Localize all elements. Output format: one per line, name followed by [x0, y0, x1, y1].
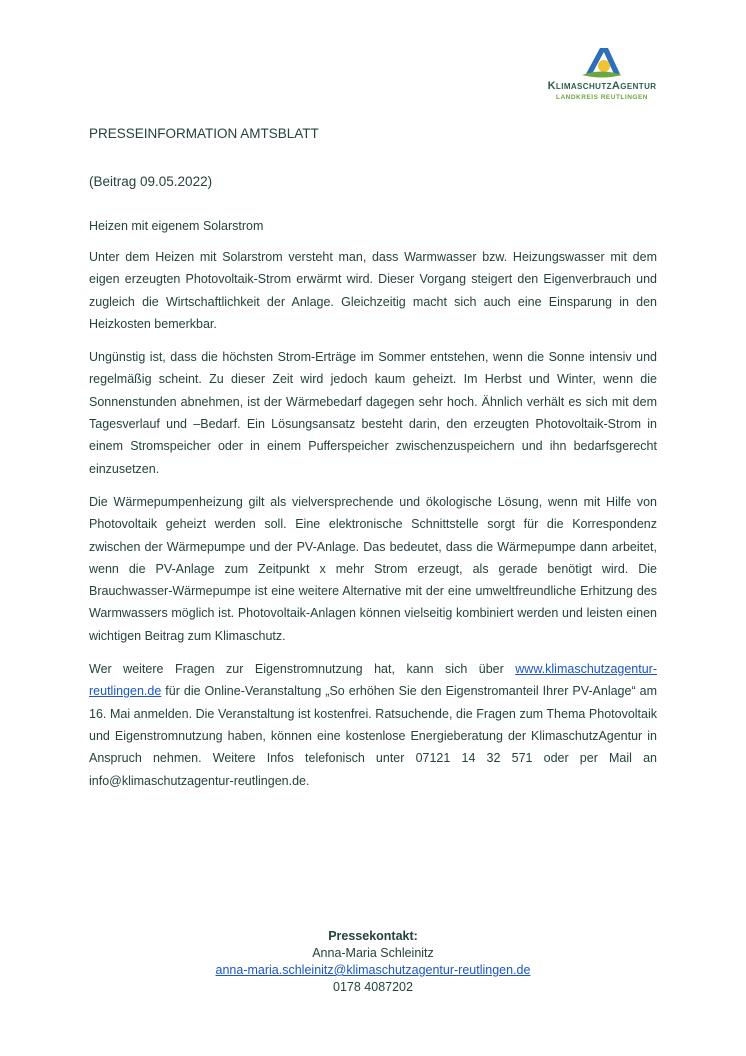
document-date: (Beitrag 09.05.2022)	[89, 174, 213, 189]
document-title: PRESSEINFORMATION AMTSBLATT	[89, 126, 319, 141]
paragraph-2: Ungünstig ist, dass die höchsten Strom-Erträge im Sommer entstehen, wenn die Sonne intensiv und regelmäßig scheint. Zu dieser Zeit wird jedoch kaum geheizt. Im Herbst und Winter, wenn die Sonnenstunden abnehmen, ist der Wärmebedarf dagegen sehr hoch. Ähnlich verhält es sich mit dem Tagesverlauf und –Bedarf. Ein Lösungsansatz besteht darin, den erzeugten Photovoltaik-Strom in einem Stromspeicher oder in einem Pufferspeicher zwischenzuspeichern und ihn bedarfsgerecht einzusetzen.	[89, 350, 657, 476]
article-title: Heizen mit eigenem Solarstrom	[89, 219, 264, 233]
contact-email-link[interactable]: anna-maria.schleinitz@klimaschutzagentur-reutlingen.de	[215, 963, 531, 977]
press-contact	[0, 928, 746, 996]
logo-name: KlimaschutzAgentur	[547, 80, 657, 92]
press-contact-label: Pressekontakt:	[328, 929, 418, 943]
paragraph-4-text-after: für die Online-Veranstaltung „So erhöhen Sie den Eigenstromanteil Ihrer PV-Anlage“ am 16. Mai anmelden. Die Veranstaltung ist kostenfrei. Ratsuchende, die Fragen zum Thema Photovoltaik und Eigenstromnutzung haben, können eine kostenlose Energieberatung der KlimaschutzAgentur in Anspruch nehmen. Weitere Infos telefonisch unter 07121 14 32 571 oder per Mail an info@klimaschutzagentur-reutlingen.de.	[89, 684, 657, 788]
paragraph-1: Unter dem Heizen mit Solarstrom versteht man, dass Warmwasser bzw. Heizungswasser mit dem eigen erzeugten Photovoltaik-Strom erwärmt wird. Dieser Vorgang steigert den Eigenverbrauch und zugleich die Wirtschaftlichkeit der Anlage. Gleichzeitig macht sich auch eine Einsparung in den Heizkosten bemerkbar.	[89, 250, 657, 331]
article-body	[89, 246, 657, 803]
website-link[interactable]: www.klimaschutzagentur-reutlingen.de	[89, 662, 657, 699]
paragraph-4-text-before: Wer weitere Fragen zur Eigenstromnutzung hat, kann sich über	[89, 662, 516, 677]
contact-phone: 0178 4087202	[333, 980, 413, 994]
contact-name: Anna-Maria Schleinitz	[312, 946, 434, 960]
logo-emblem-icon	[576, 44, 628, 80]
logo-subtitle: LANDKREIS REUTLINGEN	[556, 94, 648, 101]
paragraph-4	[89, 658, 657, 792]
klimaschutzagentur-logo	[532, 44, 672, 104]
paragraph-3: Die Wärmepumpenheizung gilt als vielversprechende und ökologische Lösung, wenn mit Hilfe von Photovoltaik geheizt werden soll. Eine elektronische Schnittstelle sorgt für die Korrespondenz zwischen der Wärmepumpe und der PV-Anlage. Das bedeutet, dass die Wärmepumpe dann arbeitet, wenn die PV-Anlage zum Zeitpunkt x mehr Strom erzeugt, als gerade benötigt wird. Die Brauchwasser-Wärmepumpe ist eine weitere Alternative mit der eine umweltfreundliche Erhitzung des Warmwassers möglich ist. Photovoltaik-Anlagen können vielseitig kombiniert werden und leisten einen wichtigen Beitrag zum Klimaschutz.	[89, 494, 657, 643]
